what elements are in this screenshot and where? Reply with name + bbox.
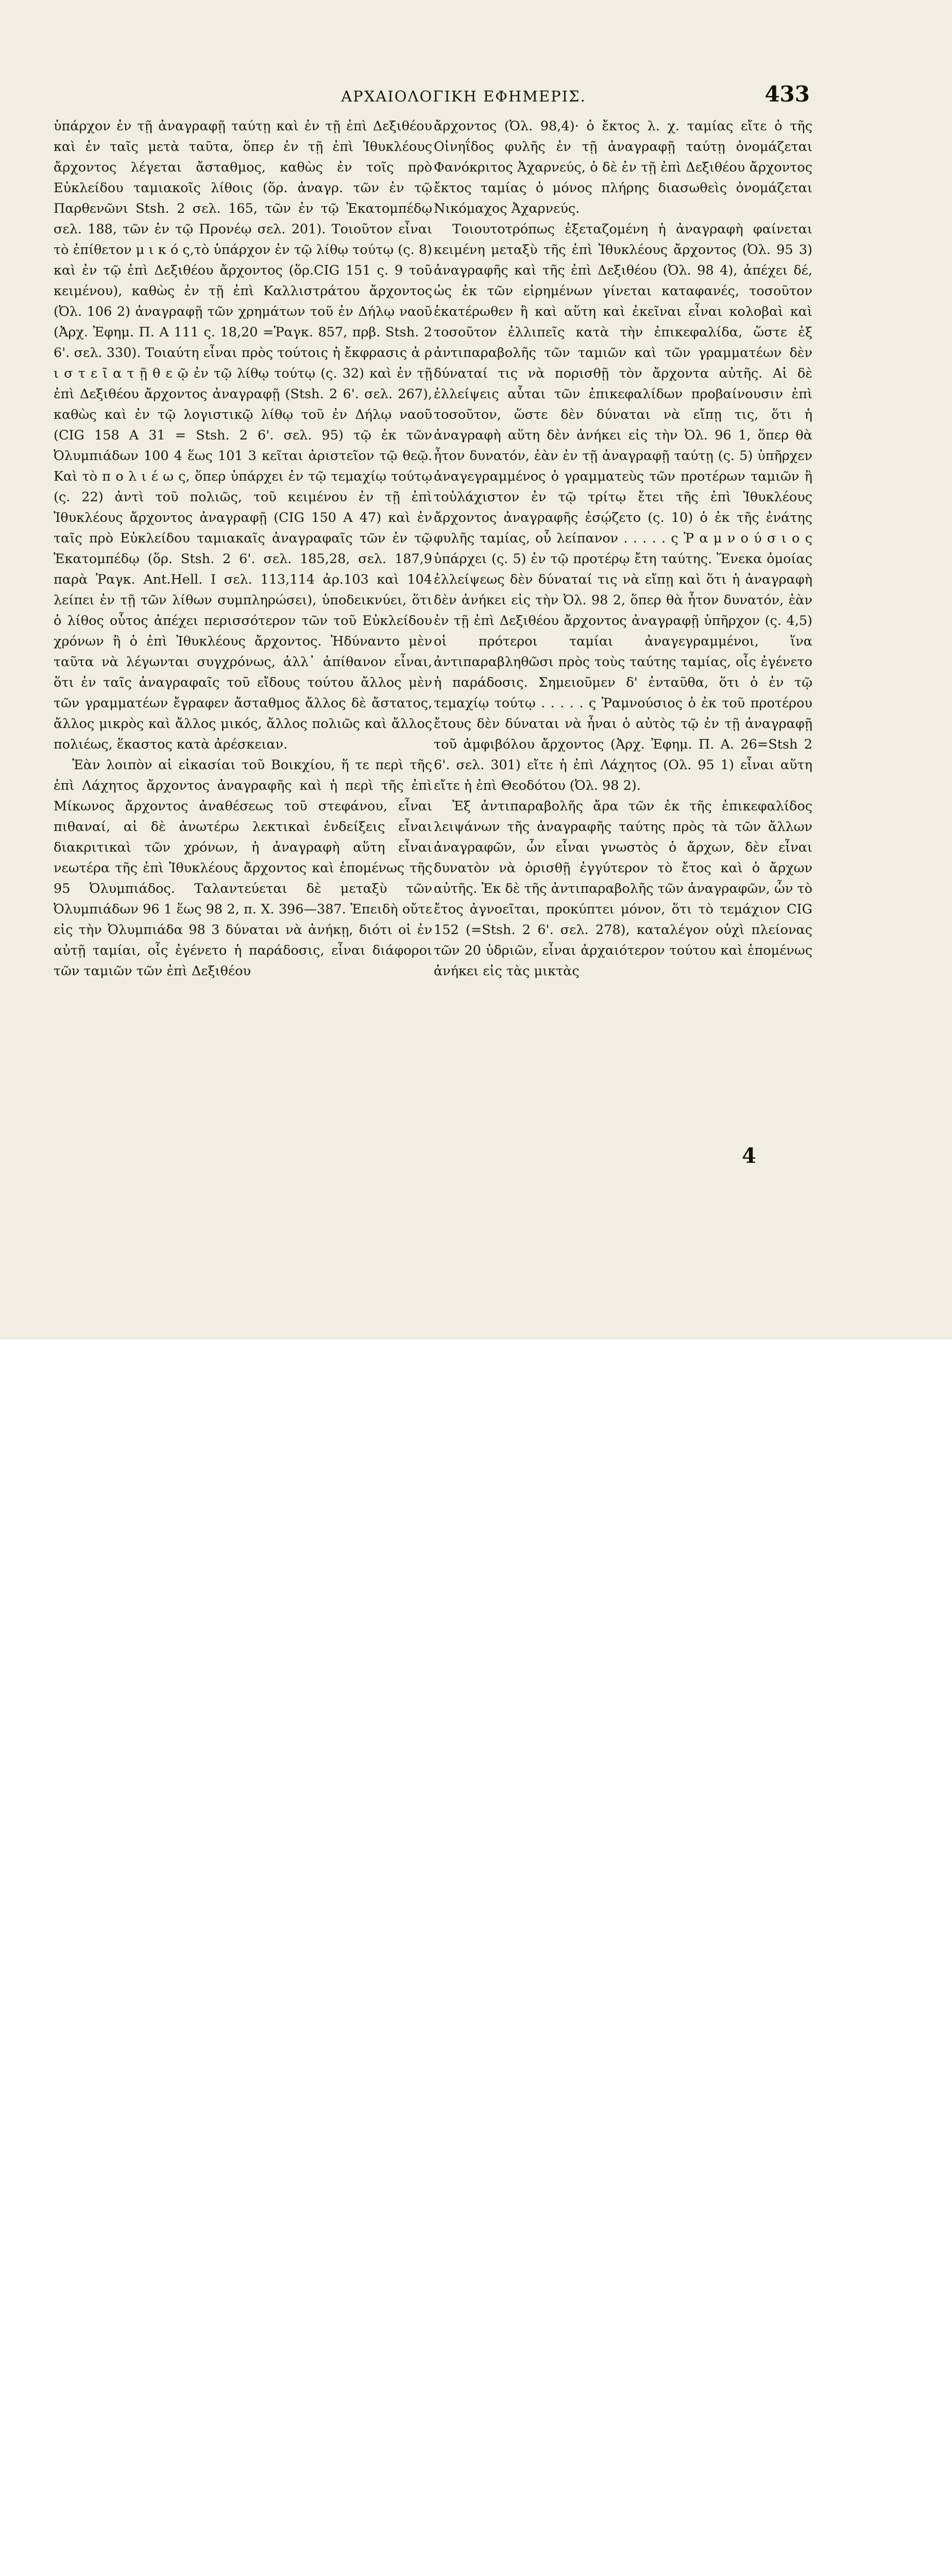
right-text-column [434,116,812,981]
running-header-title: ΑΡΧΑΙΟΛΟΓΙΚΗ ΕΦΗΜΕΡΙΣ. [341,88,586,105]
right-paragraph-3: Ἐξ ἀντιπαραβολῆς ἄρα τῶν ἐκ τῆς ἐπικεφαλίδος λειψάνων τῆς ἀναγραφῆς ταύτης πρὸς τὰ τῶν ἄλλων ἀναγραφῶν, ὧν εἶναι γνωστὸς ὁ ἄρχων, δὲν εἶναι δυνατὸν νὰ ὁρισθῇ ἐγγύτερον τὸ ἔτος καὶ ὁ ἄρχων αὐτῆς. Ἐκ δὲ τῆς ἀντιπαραβολῆς τῶν ἀναγραφῶν, ὧν τὸ ἔτος ἀγνοεῖται, προκύπτει μόνον, ὅτι τὸ τεμάχιον CIG 152 (=Stsh. 2 6'. σελ. 278), καταλέγον οὐχὶ πλείονας τῶν 20 ὑδριῶν, εἶναι ἀρχαιότερον τούτου καὶ ἑπομένως ἀνήκει εἰς τὰς μικτὰς [434,799,812,979]
digitization-footer [0,1340,952,1411]
left-paragraph-2: Ἐὰν λοιπὸν αἱ εἰκασίαι τοῦ Βοικχίου, ἥ τε περὶ τῆς ἐπὶ Λάχητος ἄρχοντος ἀναγραφῆς καὶ ἡ περὶ τῆς ἐπὶ Μίκωνος ἄρχοντος ἀναθέσεως τοῦ στεφάνου, εἶναι πιθαναί, αἱ δὲ ἀνωτέρω λεκτικαὶ ἐνδείξεις εἶναι διακριτικαὶ τῶν χρόνων, ἡ ἀναγραφὴ αὕτη εἶναι νεωτέρα τῆς ἐπὶ Ἰθυκλέους ἄρχοντος καὶ ἑπομένως τῆς 95 Ὀλυμπιάδος. Ταλαντεύεται δὲ μεταξὺ τῶν Ὀλυμπιάδων 96 1 ἕως 98 2, π. Χ. 396—387. Ἐπειδὴ οὔτε εἰς τὴν Ὀλυμπιάδα 98 3 δύναται νὰ ἀνήκῃ, διότι οἱ ἐν αὐτῇ ταμίαι, οἷς ἐγένετο ἡ παράδοσις, εἶναι διάφοροι τῶν ταμιῶν τῶν ἐπὶ Δεξιθέου [54,757,432,979]
signature-mark: 4 [742,1144,756,1168]
right-paragraph-1: ἄρχοντος (Ὀλ. 98,4)· ὁ ἔκτος λ. χ. ταμίας εἴτε ὁ τῆς Οἰνηΐδος φυλῆς ἐν τῇ ἀναγραφῇ ταύτῃ ὀνομάζεται Φανόκριτος Ἀχαρνεύς, ὁ δὲ ἐν τῇ ἐπὶ Δεξιθέου ἄρχοντος ἔκτος ταμίας ὁ μόνος πλήρης διασωθεὶς ὀνομάζεται Νικόμαχος Ἀχαρνεύς. [434,118,812,216]
right-paragraph-2: Τοιουτοτρόπως ἐξεταζομένη ἡ ἀναγραφὴ φαίνεται κειμένη μεταξὺ τῆς ἐπὶ Ἰθυκλέους ἄρχοντος (Ὀλ. 95 3) ἀναγραφῆς καὶ τῆς ἐπὶ Δεξιθέου (Ὀλ. 98 4), ἀπέχει δέ, ὡς ἐκ τῶν εἰρημένων γίνεται καταφανές, τοσοῦτον ἑκατέρωθεν ἢ καὶ αὕτη καὶ ἐκεῖναι εἶναι κολοβαὶ καὶ τοσοῦτον ἐλλιπεῖς κατὰ τὴν ἐπικεφαλίδα, ὥστε ἐξ ἀντιπαραβολῆς τῶν ταμιῶν καὶ τῶν γραμματέων δὲν δύναταί τις νὰ πορισθῇ τὸν ἄρχοντα αὐτῆς. Αἱ δὲ ἐλλείψεις αὗται τῶν ἐπικεφαλίδων προβαίνουσιν ἐπὶ τοσοῦτον, ὥστε δὲν δύναται νὰ εἴπῃ τις, ὅτι ἡ ἀναγραφὴ αὕτη δὲν ἀνήκει εἰς τὴν Ὀλ. 96 1, ὅπερ θὰ ἦτον δυνατόν, ἐὰν ἐν τῇ ἀναγραφῇ ταύτῃ (ς. 5) ὑπῆρχεν ἀναγεγραμμένος ὁ γραμματεὺς τῶν προτέρων ταμιῶν ἢ τοὐλάχιστον ἐν τῷ τρίτῳ ἔτει τῆς ἐπὶ Ἰθυκλέους ἄρχοντος ἀναγραφῆς ἐσῴζετο (ς. 10) ὁ ἐκ τῆς ἐνάτης φυλῆς ταμίας, οὗ λείπανον . . . . . ς Ῥ α μ ν ο ύ σ ι ο ς ὑπάρχει (ς. 5) ἐν τῷ προτέρῳ ἔτη ταύτης. Ἕνεκα ὁμοίας ἐλλείψεως δὲν δύναταί τις νὰ εἴπῃ καὶ ὅτι ἡ ἀναγραφὴ δὲν ἀνήκει εἰς τὴν Ὀλ. 98 2, ὅπερ θὰ ἦτον δυνατόν, ἐὰν ἐν τῇ ἐπὶ Δεξιθέου ἄρχοντος ἀναγραφῇ ὑπῆρχον (ς. 4,5) οἱ πρότεροι ταμίαι ἀναγεγραμμένοι, ἵνα ἀντιπαραβληθῶσι πρὸς τοὺς ταύτης ταμίας, οἷς ἐγένετο ἡ παράδοσις. Σημειοῦμεν δ' ἐνταῦθα, ὅτι ὁ ἐν τῷ τεμαχίῳ τούτῳ . . . . . ς Ῥαμνούσιος ὁ ἐκ τοῦ προτέρου ἔτους δὲν δύναται νὰ ἦναι ὁ αὐτὸς τῷ ἐν τῇ ἀναγραφῇ τοῦ ἀμφιβόλου ἄρχοντος (Ἀρχ. Ἐφημ. Π. Α. 26=Stsh 2 6'. σελ. 301) εἴτε ἡ ἐπὶ Λάχητος (Ολ. 95 1) εἶναι αὕτη εἴτε ἡ ἐπὶ Θεοδότου (Ὀλ. 98 2). [434,222,812,793]
left-paragraph-1: ὑπάρχον ἐν τῇ ἀναγραφῇ ταύτῃ καὶ ἐν τῇ ἐπὶ Δεξιθέου καὶ ἐν ταῖς μετὰ ταῦτα, ὅπερ ἐν τῇ ἐπὶ Ἰθυκλέους ἄρχοντος λέγεται ἄσταθμος, καθὼς ἐν τοῖς πρὸ Εὐκλείδου ταμιακοῖς λίθοις (ὅρ. ἀναγρ. τῶν ἐν τῷ Παρθενῶνι Stsh. 2 σελ. 165, τῶν ἐν τῷ Ἑκατομπέδῳ σελ. 188, τῶν ἐν τῷ Προνέῳ σελ. 201). Τοιοῦτον εἶναι τὸ ἐπίθετον μ ι κ ό ς,τὸ ὑπάρχον ἐν τῷ λίθῳ τούτῳ (ς. 8) καὶ ἐν τῷ ἐπὶ Δεξιθέου ἄρχοντος (ὅρ.CIG 151 ς. 9 τοῦ κειμένου), καθὼς ἐν τῇ ἐπὶ Καλλιστράτου ἄρχοντος (Ὀλ. 106 2) ἀναγραφῇ τῶν χρημάτων τοῦ ἐν Δήλῳ ναοῦ (Ἀρχ. Ἐφημ. Π. Α 111 ς. 18,20 =Ῥαγκ. 857, πρβ. Stsh. 2 6'. σελ. 330). Τοιαύτη εἶναι πρὸς τούτοις ἡ ἔκφρασις ἀ ρ ι σ τ ε ῖ α τ ῇ θ ε ῷ ἐν τῷ λίθῳ τούτῳ (ς. 32) καὶ ἐν τῇ ἐπὶ Δεξιθέου ἄρχοντος ἀναγραφῇ (Stsh. 2 6'. σελ. 267), καθὼς καὶ ἐν τῷ λογιστικῷ λίθῳ τοῦ ἐν Δήλῳ ναοῦ (CIG 158 A 31 = Stsh. 2 6'. σελ. 95) τῷ ἐκ τῶν Ὀλυμπιάδων 100 4 ἕως 101 3 κεῖται ἀριστεῖον τῷ θεῷ. Καὶ τὸ π ο λ ι έ ω ς, ὅπερ ὑπάρχει ἐν τῷ τεμαχίῳ τούτῳ (ς. 22) ἀντὶ τοῦ πολιῶς, τοῦ κειμένου ἐν τῇ ἐπὶ Ἰθυκλέους ἄρχοντος ἀναγραφῇ (CIG 150 A 47) καὶ ἐν ταῖς πρὸ Εὐκλείδου ταμιακαῖς ἀναγραφαῖς τῶν ἐν τῷ Ἑκατομπέδῳ (ὅρ. Stsh. 2 6'. σελ. 185,28, σελ. 187,9 παρὰ Ῥαγκ. Ant.Hell. I σελ. 113,114 ἀρ.103 καὶ 104 λείπει ἐν τῇ τῶν λίθων συμπληρώσει), ὑποδεικνύει, ὅτι ὁ λίθος οὗτος ἀπέχει περισσότερον τῶν τοῦ Εὐκλείδου χρόνων ἢ ὁ ἐπὶ Ἰθυκλέους ἄρχοντος. Ἠδύναντο μὲν ταῦτα νὰ λέγωνται συγχρόνως, ἀλλ᾽ ἀπίθανον εἶναι, ὅτι ἐν ταῖς ἀναγραφαῖς τοῦ εἴδους τούτου ἄλλος μὲν τῶν γραμματέων ἔγραφεν ἄσταθμος ἄλλος δὲ ἄστατος, ἄλλος μικρὸς καὶ ἄλλος μικός, ἄλλος πολιῶς καὶ ἄλλος πολιέως, ἕκαστος κατὰ ἀρέσκειαν. [54,118,432,752]
left-text-column [54,116,432,981]
page-number: 433 [764,81,810,107]
